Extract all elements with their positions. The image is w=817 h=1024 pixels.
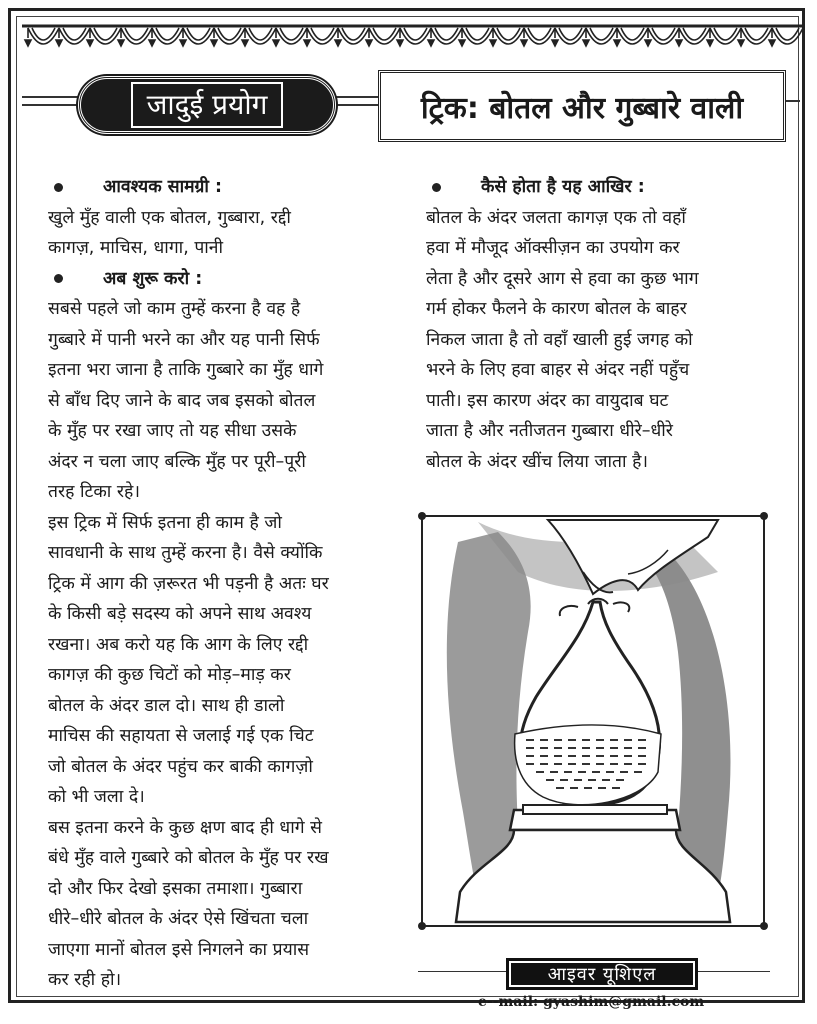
header-rule-right — [786, 100, 800, 102]
text-line: दो और फिर देखो इसका तमाशा। गुब्बारा — [48, 878, 303, 899]
text-line: गुब्बारे में पानी भरने का और यह पानी सिर्फ — [48, 329, 320, 350]
text-line: जो बोतल के अंदर पहुंच कर बाकी कागज़ो — [48, 756, 313, 777]
text-line: गर्म होकर फैलने के कारण बोतल के बाहर — [426, 299, 687, 319]
signature-rule-left — [418, 971, 506, 972]
text-line: बस इतना करने के कुछ क्षण बाद ही धागे से — [48, 817, 322, 838]
instructions-paragraph-1 — [48, 294, 398, 508]
header-rule-mid-2 — [336, 104, 378, 106]
author-signature: आइवर यूशिएल — [506, 958, 698, 990]
right-column — [426, 172, 776, 477]
text-line: कागज़ की कुछ चिटों को मोड़–माड़ कर — [48, 665, 291, 685]
text-line: ट्रिक में आग की ज़रूरत भी पड़नी है अतः घर — [48, 573, 329, 594]
section-badge — [78, 76, 336, 134]
header-rule-left-2 — [22, 104, 78, 106]
text-line: जाता है और नतीजतन गुब्बारा धीरे–धीरे — [426, 421, 673, 441]
text-line: से बाँध दिए जाने के बाद जब इसको बोतल — [48, 390, 316, 411]
signature-rule-right — [694, 971, 770, 972]
text-line: माचिस की सहायता से जलाई गई एक चिट — [48, 726, 314, 746]
text-line: भरने के लिए हवा बाहर से अंदर नहीं पहुँच — [426, 360, 690, 380]
how-heading: कैसे होता है यह आखिर : — [426, 172, 776, 203]
text-line: सबसे पहले जो काम तुम्हें करना है वह है — [48, 299, 301, 319]
materials-heading: आवश्यक सामग्री : — [48, 172, 398, 203]
text-line: धीरे–धीरे बोतल के अंदर ऐसे खिंचता चला — [48, 909, 309, 929]
text-line: बोतल के अंदर जलता कागज़ एक तो वहाँ — [426, 207, 686, 228]
text-line: बोतल के अंदर खींच लिया जाता है। — [426, 451, 648, 472]
author-email: e--mail: gyashim@gmail.com — [478, 994, 705, 1010]
explanation-paragraph — [426, 203, 776, 478]
decorative-garland — [22, 20, 802, 72]
left-column — [48, 172, 398, 996]
text-line: कागज़, माचिस, धागा, पानी — [48, 238, 224, 258]
text-line: खुले मुँह वाली एक बोतल, गुब्बारा, रद्दी — [48, 207, 291, 228]
bullet-icon — [54, 183, 63, 192]
instructions-paragraph-2 — [48, 508, 398, 813]
text-line: के मुँह पर रखा जाए तो यह सीधा उसके — [48, 421, 297, 441]
text-line: निकल जाता है तो वहाँ खाली हुई जगह को — [426, 329, 693, 350]
text-line: तरह टिका रहे। — [48, 482, 140, 502]
text-line: इस ट्रिक में सिर्फ इतना ही काम है जो — [48, 512, 282, 533]
materials-text — [48, 203, 398, 264]
text-line: कर रही हो। — [48, 970, 122, 990]
instructions-paragraph-3 — [48, 813, 398, 996]
balloon-bottle-illustration — [418, 512, 768, 932]
text-line: बोतल के अंदर डाल दो। साथ ही डालो — [48, 695, 285, 716]
bullet-icon — [54, 274, 63, 283]
bullet-icon — [432, 183, 441, 192]
section-badge-label: जादुई प्रयोग — [131, 82, 284, 128]
start-heading: अब शुरू करो : — [48, 264, 398, 295]
text-line: हवा में मौजूद ऑक्सीज़न का उपयोग कर — [426, 238, 680, 258]
text-line: इतना भरा जाना है ताकि गुब्बारे का मुँह धागे — [48, 360, 324, 380]
text-line: पाती। इस कारण अंदर का वायुदाब घट — [426, 390, 669, 411]
text-line: सावधानी के साथ तुम्हें करना है। वैसे क्योंकि — [48, 543, 323, 563]
text-line: रखना। अब करो यह कि आग के लिए रद्दी — [48, 634, 309, 655]
text-line: अंदर न चला जाए बल्कि मुँह पर पूरी–पूरी — [48, 451, 306, 472]
header-rule-left — [22, 96, 78, 98]
trick-title: ट्रिक: बोतल और गुब्बारे वाली — [378, 70, 786, 142]
header-rule-mid — [336, 96, 378, 98]
text-line: जाएगा मानों बोतल इसे निगलने का प्रयास — [48, 939, 310, 960]
text-line: लेता है और दूसरे आग से हवा का कुछ भाग — [426, 268, 699, 289]
text-line: बंधे मुँह वाले गुब्बारे को बोतल के मुँह पर रख — [48, 848, 329, 868]
text-line: के किसी बड़े सदस्य को अपने साथ अवश्य — [48, 604, 312, 624]
text-line: को भी जला दे। — [48, 787, 145, 807]
